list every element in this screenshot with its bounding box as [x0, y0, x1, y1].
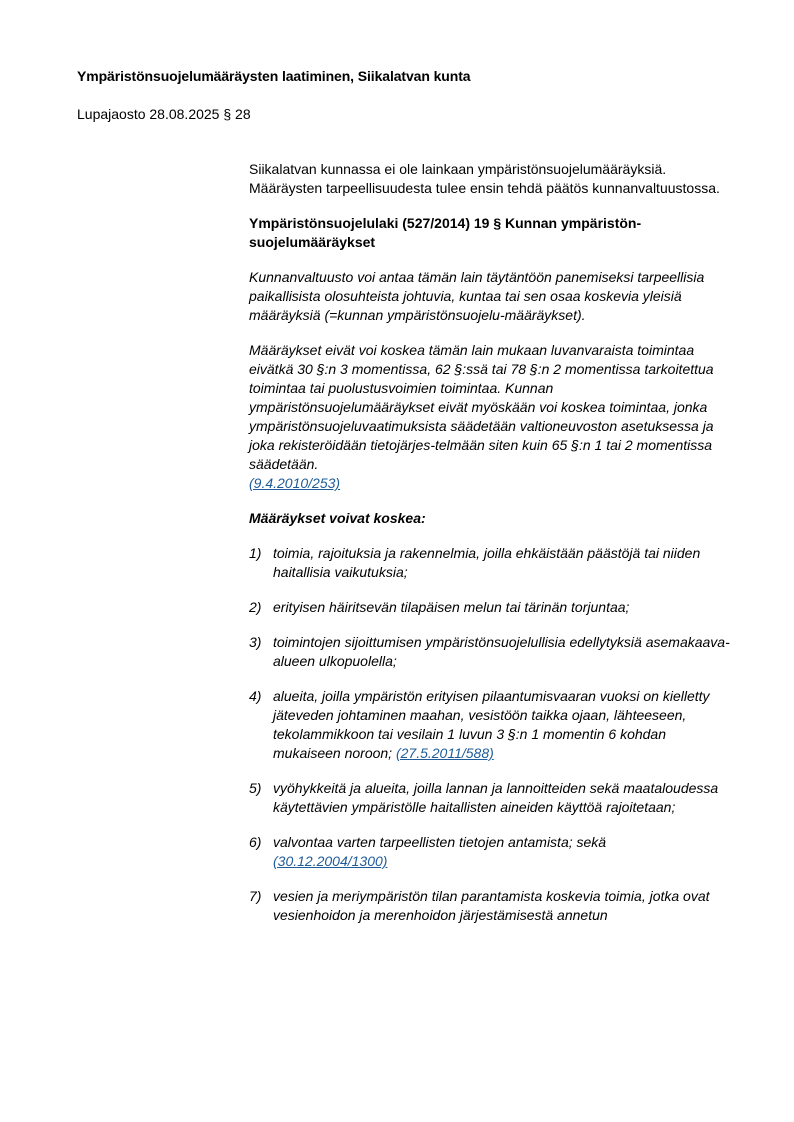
list-item-number: 5) [249, 780, 262, 796]
document-body [249, 160, 734, 941]
list-item [249, 598, 734, 617]
amendment-link-2011-588[interactable]: (27.5.2011/588) [395, 745, 494, 761]
list-item-number: 3) [249, 634, 262, 650]
list-item-text: toimintojen sijoittumisen ympäristönsuojelullisia edellytyksiä asemakaava-alueen ulkopuolella; [273, 634, 730, 669]
list-item [249, 687, 734, 763]
list-item-text: vesien ja meriympäristön tilan parantamista koskevia toimia, jotka ovat vesienhoidon ja merenhoidon järjestämisestä annetun [273, 888, 710, 923]
provisions-list [249, 544, 734, 925]
list-item-number: 1) [249, 545, 262, 561]
list-item-text: vyöhykkeitä ja alueita, joilla lannan ja lannoitteiden sekä maataloudessa käytettävien ympäristölle haitallisten aineiden käyttöä rajoitetaan; [273, 780, 719, 815]
list-item-text: erityisen häiritsevän tilapäisen melun tai tärinän torjuntaa; [273, 599, 630, 615]
intro-paragraph: Siikalatvan kunnassa ei ole lainkaan ympäristönsuojelumääräyksiä. Määräysten tarpeellisuudesta tulee ensin tehdä päätös kunnanvaltuustossa. [249, 161, 720, 196]
document-title: Ympäristönsuojelumääräysten laatiminen, Siikalatvan kunta [77, 68, 471, 84]
list-item-text: alueita, joilla ympäristön erityisen pilaantumisvaaran vuoksi on kielletty jäteveden johtaminen maahan, vesistöön taikka ojaan, lähteeseen, tekolammikkoon tai vesilain 1 luvun 3 §:n 1 momentin 6 kohdan mukaiseen noroon; [273, 688, 710, 761]
list-item-number: 6) [249, 834, 262, 850]
list-item [249, 544, 734, 582]
law-paragraph-2-text: Määräykset eivät voi koskea tämän lain mukaan luvanvaraista toimintaa eivätkä 30 §:n 3 momentissa, 62 §:ssä tai 78 §:n 2 momentissa tarkoitettua toimintaa tai puolustusvoimien toimintaa. Kunnan ympäristönsuojelumääräykset eivät myöskään voi koskea toimintaa, jonka ympäristönsuojeluvaatimuksista säädetään valtioneuvoston asetuksessa ja joka rekisteröidään tietojärjes-telmään siten kuin 65 §:n 1 tai 2 momentissa säädetään. [249, 342, 714, 472]
list-item [249, 779, 734, 817]
list-item-text: valvontaa varten tarpeellisten tietojen antamista; sekä [273, 834, 607, 850]
meeting-reference: Lupajaosto 28.08.2025 § 28 [77, 106, 251, 122]
list-item-text: toimia, rajoituksia ja rakennelmia, joilla ehkäistään päästöjä tai niiden haitallisia vaikutuksia; [273, 545, 701, 580]
list-item-number: 4) [249, 688, 262, 704]
list-item [249, 887, 734, 925]
law-heading: Ympäristönsuojelulaki (527/2014) 19 § Kunnan ympäristön-suojelumääräykset [249, 215, 642, 250]
law-paragraph-2 [249, 341, 734, 493]
list-item-number: 7) [249, 888, 262, 904]
list-item [249, 833, 734, 871]
list-heading: Määräykset voivat koskea: [249, 510, 426, 526]
list-item [249, 633, 734, 671]
amendment-link-2004-1300[interactable]: (30.12.2004/1300) [273, 853, 388, 869]
list-item-number: 2) [249, 599, 262, 615]
amendment-link-2010-253[interactable]: (9.4.2010/253) [249, 475, 341, 491]
law-paragraph-1: Kunnanvaltuusto voi antaa tämän lain täytäntöön panemiseksi tarpeellisia paikallisista olosuhteista johtuvia, kuntaa tai sen osaa koskevia yleisiä määräyksiä (=kunnan ympäristönsuojelu-määräykset). [249, 269, 705, 323]
